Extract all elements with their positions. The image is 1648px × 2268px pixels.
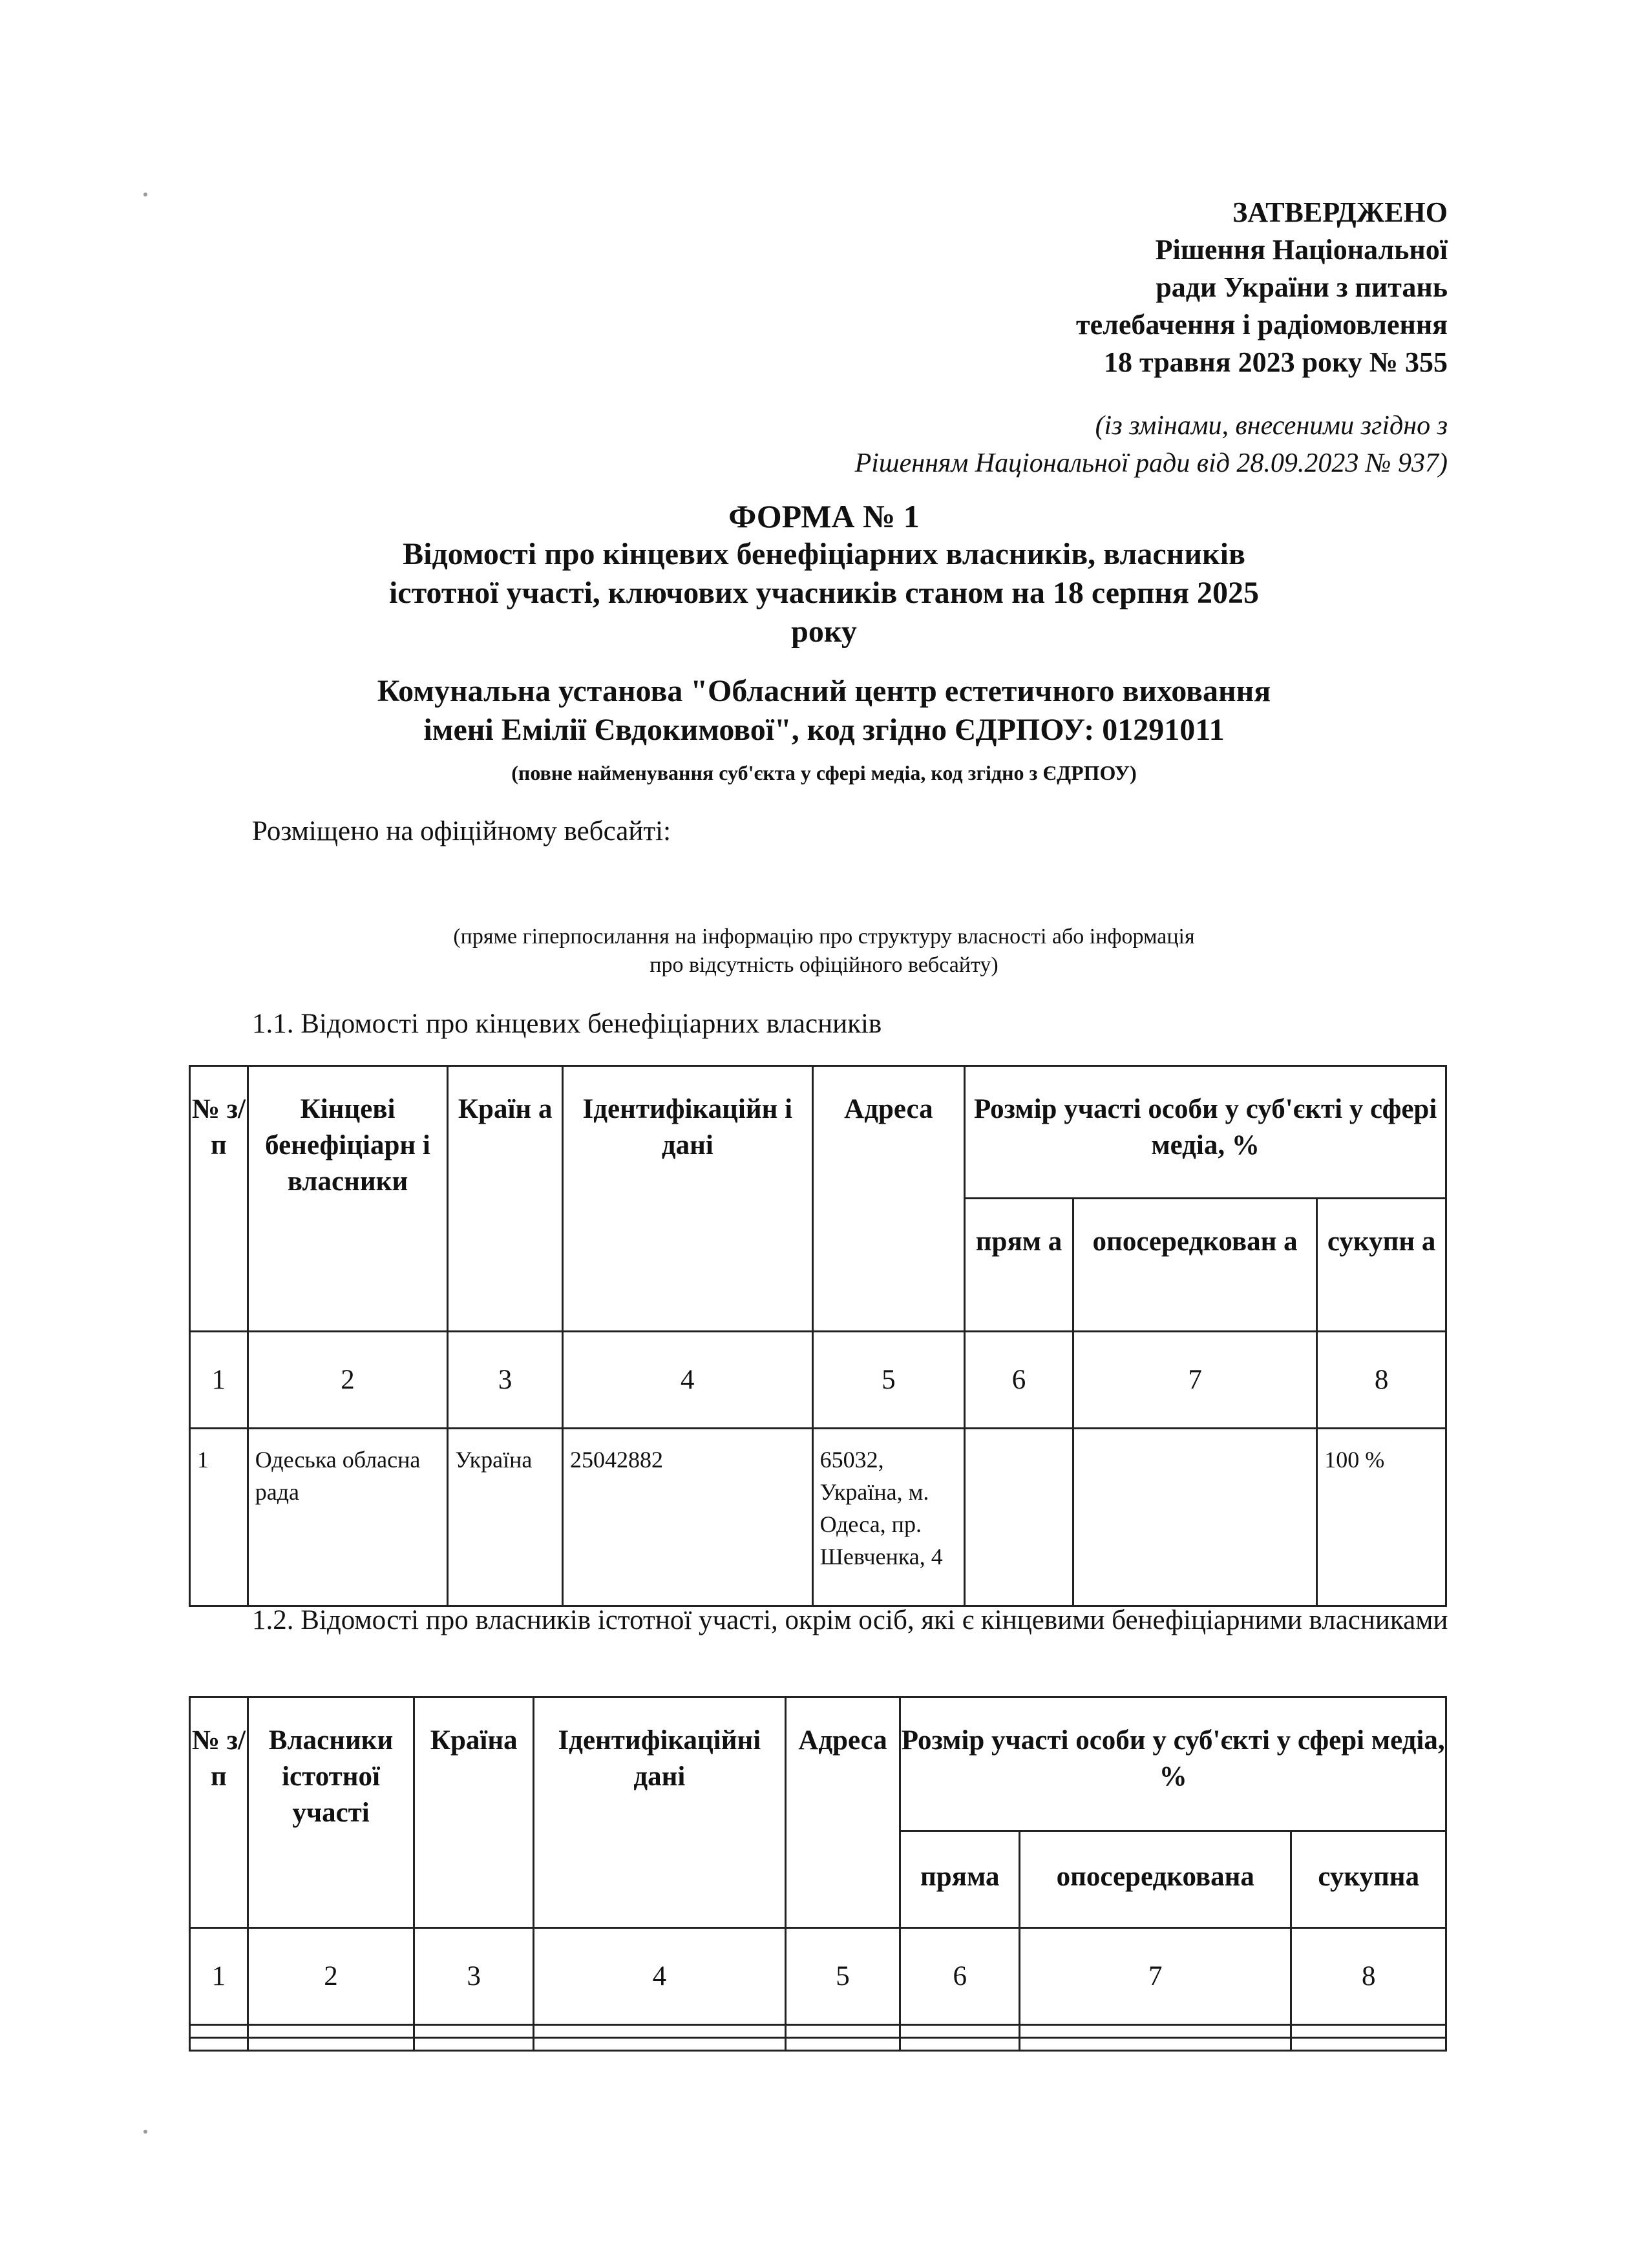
- cell-direct: [965, 1429, 1073, 1606]
- website-note-line: про відсутність офіційного вебсайту): [650, 953, 998, 977]
- col-header-ident: Ідентифікаційні дані: [534, 1697, 786, 1928]
- column-number: 4: [563, 1332, 813, 1429]
- amendment-line: (із змінами, внесеними згідно з: [1095, 411, 1448, 441]
- approval-line: ради України з питань: [1156, 271, 1448, 303]
- col-header-indirect: опосередкован а: [1073, 1199, 1316, 1332]
- col-header-ident: Ідентифікаційн і дані: [563, 1066, 813, 1332]
- empty-cell: [785, 2025, 900, 2038]
- column-number: 8: [1291, 1928, 1446, 2025]
- column-number: 4: [534, 1928, 786, 2025]
- empty-cell: [534, 2025, 786, 2038]
- scan-speck: [143, 193, 147, 196]
- column-number: 2: [248, 1332, 448, 1429]
- empty-cell: [1291, 2025, 1446, 2038]
- col-header-country: Країн а: [448, 1066, 563, 1332]
- scan-speck: [143, 2130, 147, 2134]
- empty-cell: [1020, 2038, 1291, 2051]
- form-heading: [0, 535, 1648, 651]
- col-header-indirect: опосередкована: [1020, 1831, 1291, 1928]
- empty-cell: [248, 2038, 414, 2051]
- form-title: ФОРМА № 1: [728, 498, 920, 534]
- col-header-address: Адреса: [785, 1697, 900, 1928]
- approval-line: 18 травня 2023 року № 355: [1104, 346, 1448, 378]
- column-number: 1: [190, 1928, 248, 2025]
- section-1-2-title: 1.2. Відомості про власників істотної участі, окрім осіб, які є кінцевими бенефіціарними власниками: [252, 1605, 1448, 1635]
- section-1-1-title: 1.1. Відомості про кінцевих бенефіціарних власників: [252, 1009, 882, 1039]
- empty-cell: [248, 2025, 414, 2038]
- column-number: 5: [812, 1332, 965, 1429]
- empty-cell: [414, 2025, 534, 2038]
- empty-cell: [785, 2038, 900, 2051]
- column-number: 3: [414, 1928, 534, 2025]
- entity-line: імені Емілії Євдокимової", код згідно ЄДРПОУ: 01291011: [423, 713, 1225, 747]
- cell-total: 100 %: [1317, 1429, 1446, 1606]
- column-number: 8: [1317, 1332, 1446, 1429]
- form-heading-line: істотної участі, ключових учасників станом на 18 серпня 2025: [388, 576, 1260, 610]
- amendment-line: Рішенням Національної ради від 28.09.2023 № 937): [854, 448, 1448, 478]
- col-header-country: Країна: [414, 1697, 534, 1928]
- cell-address: 65032, Україна, м. Одеса, пр. Шевченка, 4: [812, 1429, 965, 1606]
- col-header-share: Розмір участі особи у суб'єкті у сфері медіа, %: [900, 1697, 1446, 1831]
- form-heading-line: Відомості про кінцевих бенефіціарних власників, власників: [403, 537, 1245, 571]
- column-number: 5: [785, 1928, 900, 2025]
- approval-line: Рішення Національної: [1155, 234, 1448, 266]
- empty-cell: [190, 2038, 248, 2051]
- col-header-no: № з/ п: [190, 1066, 248, 1332]
- amendment-note: [607, 407, 1448, 482]
- col-header-total: сукупна: [1291, 1831, 1446, 1928]
- approval-block: [672, 194, 1448, 381]
- column-number: 6: [965, 1332, 1073, 1429]
- entity-note: (повне найменування суб'єкта у сфері медіа, код згідно з ЄДРПОУ): [511, 761, 1137, 784]
- cell-country: Україна: [448, 1429, 563, 1606]
- website-label: Розміщено на офіційному вебсайті:: [252, 816, 671, 846]
- cell-indirect: [1073, 1429, 1316, 1606]
- column-number: 7: [1020, 1928, 1291, 2025]
- approval-line: ЗАТВЕРДЖЕНО: [1232, 196, 1448, 228]
- col-header-no: № з/п: [190, 1697, 248, 1928]
- column-number: 1: [190, 1332, 248, 1429]
- column-number: 6: [900, 1928, 1020, 2025]
- col-header-direct: прям а: [965, 1199, 1073, 1332]
- col-header-direct: пряма: [900, 1831, 1020, 1928]
- table-row: [190, 2038, 1446, 2051]
- table-row: [190, 1429, 1446, 1606]
- column-number: 7: [1073, 1332, 1316, 1429]
- empty-cell: [534, 2038, 786, 2051]
- approval-line: телебачення і радіомовлення: [1076, 309, 1448, 341]
- col-header-owners: Кінцеві бенефіціарн і власники: [248, 1066, 448, 1332]
- website-note-line: (пряме гіперпосилання на інформацію про структуру власності або інформація: [453, 925, 1195, 949]
- col-header-owners: Власники істотної участі: [248, 1697, 414, 1928]
- column-number: 3: [448, 1332, 563, 1429]
- empty-cell: [900, 2025, 1020, 2038]
- column-number: 2: [248, 1928, 414, 2025]
- empty-cell: [190, 2025, 248, 2038]
- form-heading-line: року: [791, 614, 857, 649]
- website-note: [0, 923, 1648, 980]
- cell-owner: Одеська обласна рада: [248, 1429, 448, 1606]
- entity-name: [0, 672, 1648, 750]
- table-row: [190, 2025, 1446, 2038]
- cell-no: 1: [190, 1429, 248, 1606]
- col-header-share: Розмір участі особи у суб'єкті у сфері медіа, %: [965, 1066, 1446, 1199]
- col-header-address: Адреса: [812, 1066, 965, 1332]
- col-header-total: сукупн а: [1317, 1199, 1446, 1332]
- empty-cell: [414, 2038, 534, 2051]
- significant-owners-table: [189, 1696, 1447, 2052]
- cell-ident: 25042882: [563, 1429, 813, 1606]
- beneficial-owners-table: [189, 1065, 1447, 1607]
- empty-cell: [900, 2038, 1020, 2051]
- entity-line: Комунальна установа "Обласний центр естетичного виховання: [377, 674, 1271, 708]
- empty-cell: [1291, 2038, 1446, 2051]
- empty-cell: [1020, 2025, 1291, 2038]
